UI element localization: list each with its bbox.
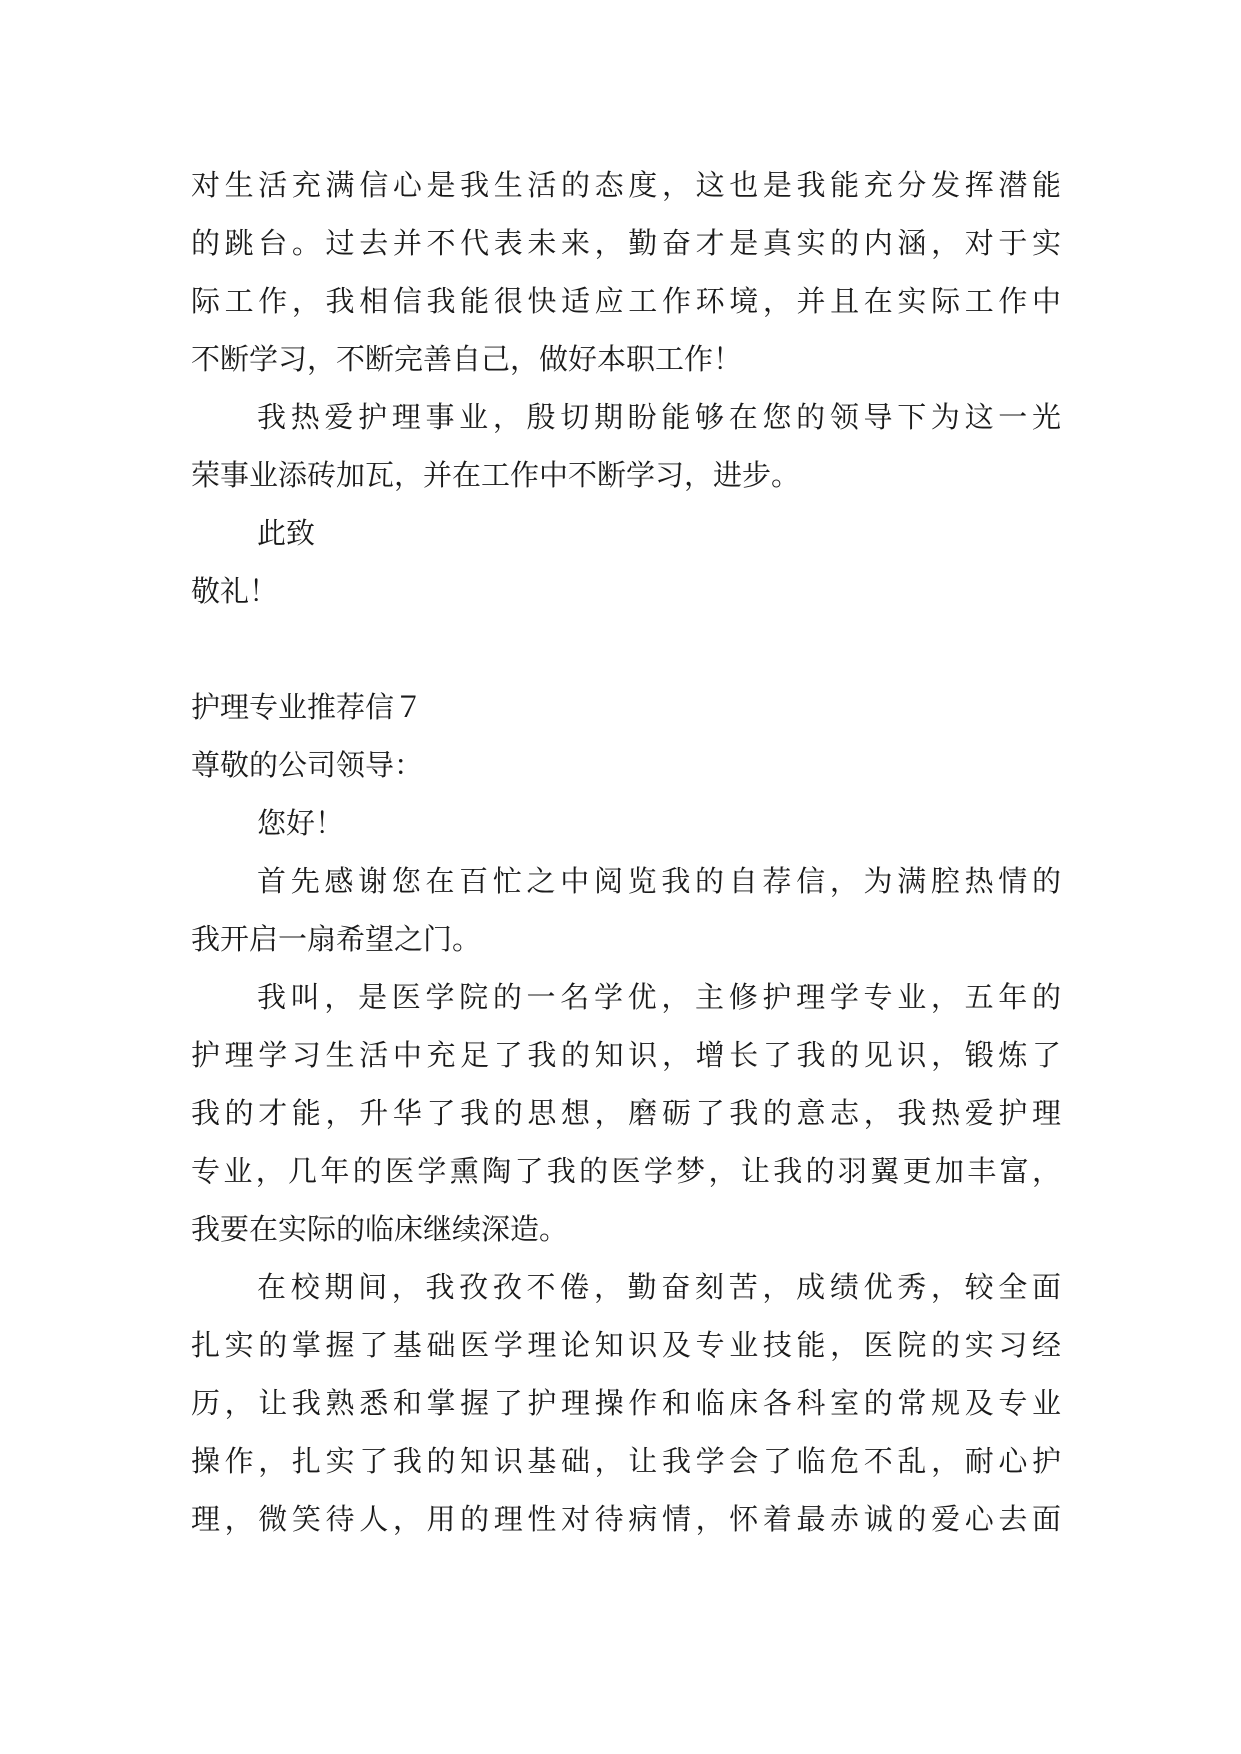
paragraph-1-line-3: 际工作，我相信我能很快适应工作环境，并且在实际工作中 <box>191 284 1061 318</box>
paragraph-5-line-3: 历，让我熟悉和掌握了护理操作和临床各科室的常规及专业 <box>191 1386 1061 1420</box>
paragraph-2-line-2: 荣事业添砖加瓦，并在工作中不断学习，进步。 <box>191 458 801 492</box>
paragraph-1-line-2: 的跳台。过去并不代表未来，勤奋才是真实的内涵，对于实 <box>191 226 1061 260</box>
section-title: 护理专业推荐信７ <box>191 690 424 724</box>
closing-regards: 敬礼！ <box>191 574 279 608</box>
paragraph-4-line-5: 我要在实际的临床继续深造。 <box>191 1212 569 1246</box>
paragraph-3-line-2: 我开启一扇希望之门。 <box>191 922 482 956</box>
paragraph-4-line-1: 我叫，是医学院的一名学优，主修护理学专业，五年的 <box>257 980 1061 1014</box>
recipient: 尊敬的公司领导： <box>191 748 424 782</box>
closing-salute: 此致 <box>257 516 316 550</box>
paragraph-4-line-4: 专业，几年的医学熏陶了我的医学梦，让我的羽翼更加丰富， <box>191 1154 1061 1188</box>
paragraph-1-line-4: 不断学习，不断完善自己，做好本职工作！ <box>191 342 743 376</box>
paragraph-2-line-1: 我热爱护理事业，殷切期盼能够在您的领导下为这一光 <box>257 400 1061 434</box>
paragraph-5-line-5: 理，微笑待人，用的理性对待病情，怀着最赤诚的爱心去面 <box>191 1502 1061 1536</box>
paragraph-3-line-1: 首先感谢您在百忙之中阅览我的自荐信，为满腔热情的 <box>257 864 1061 898</box>
paragraph-4-line-3: 我的才能，升华了我的思想，磨砺了我的意志，我热爱护理 <box>191 1096 1061 1130</box>
paragraph-5-line-1: 在校期间，我孜孜不倦，勤奋刻苦，成绩优秀，较全面 <box>257 1270 1061 1304</box>
paragraph-4-line-2: 护理学习生活中充足了我的知识，增长了我的见识，锻炼了 <box>191 1038 1061 1072</box>
paragraph-5-line-2: 扎实的掌握了基础医学理论知识及专业技能，医院的实习经 <box>191 1328 1061 1362</box>
greeting: 您好！ <box>257 806 345 840</box>
paragraph-5-line-4: 操作，扎实了我的知识基础，让我学会了临危不乱，耐心护 <box>191 1444 1061 1478</box>
paragraph-1-line-1: 对生活充满信心是我生活的态度，这也是我能充分发挥潜能 <box>191 168 1061 202</box>
